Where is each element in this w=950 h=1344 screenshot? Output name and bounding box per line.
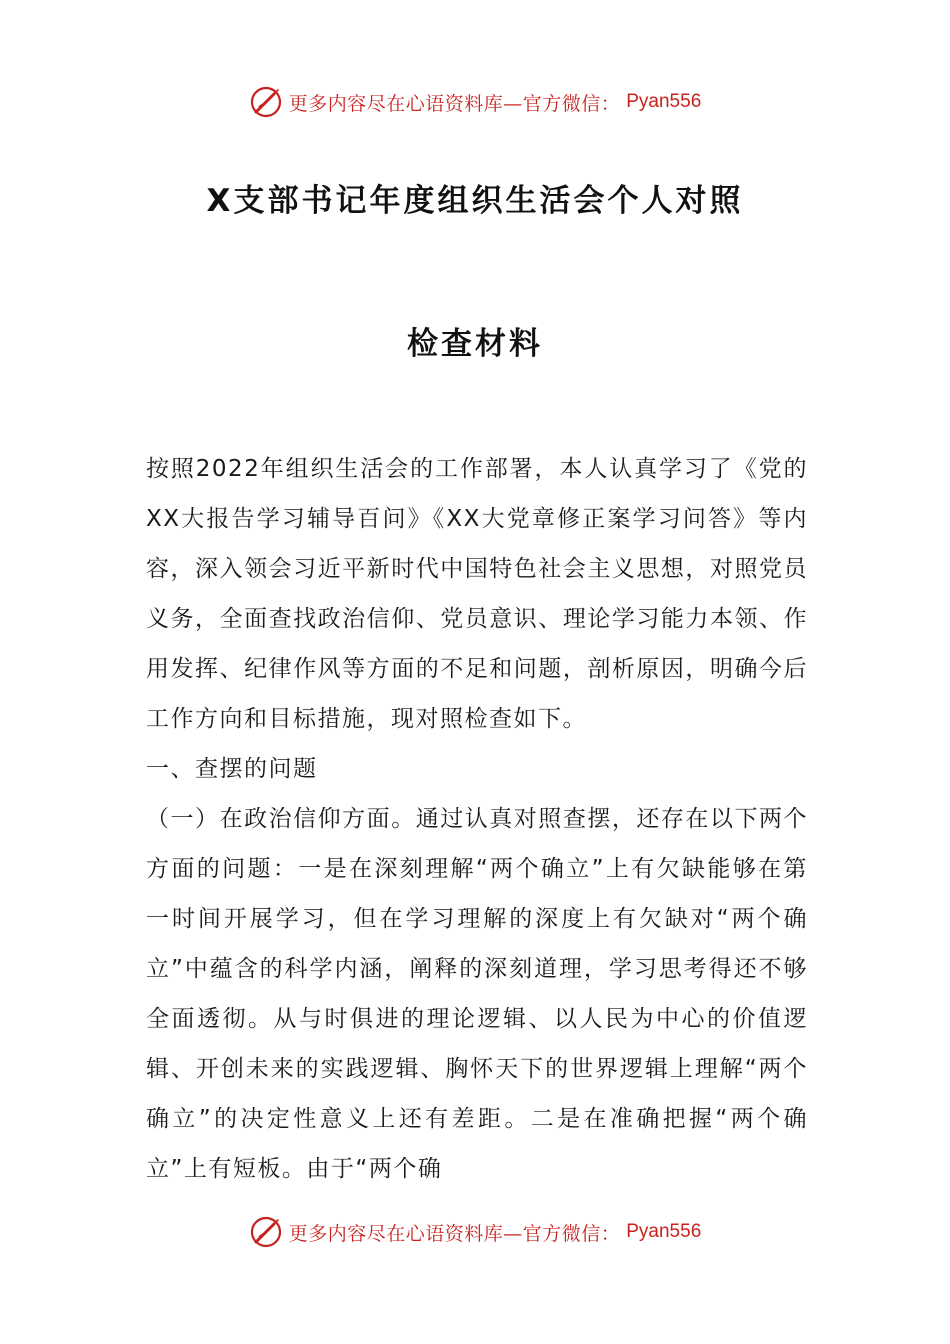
body-paragraph: （一）在政治信仰方面。通过认真对照查摆，还存在以下两个方面的问题：一是在深刻理解“两个确立”上有欠缺能够在第一时间开展学习，但在学习理解的深度上有欠缺对“两个确立”中蕴含的科学内涵，阐释的深刻道理，学习思考得还不够全面透彻。从与时俱进的理论逻辑、以人民为中心的价值逻辑、开创未来的实践逻辑、胸怀天下的世界逻辑上理解“两个确立”的决定性意义上还有差距。二是在准确把握“两个确立”上有短板。由于“两个确 [146,806,808,1182]
watermark-text: 更多内容尽在心语资料库—官方微信： [288,1222,621,1245]
document-title-line-1: X支部书记年度组织生活会个人对照 [206,183,744,219]
watermark-wechat-id: Pyan556 [626,91,702,112]
watermark-text: 更多内容尽在心语资料库—官方微信： [288,92,621,115]
pen-logo-icon [249,1215,283,1249]
watermark-wechat-id: Pyan556 [626,1221,702,1242]
watermark-banner-bottom [0,1212,950,1252]
document-body [146,444,808,1194]
intro-paragraph: 按照2022年组织生活会的工作部署，本人认真学习了《党的XX大报告学习辅导百问》《XX大党章修正案学习问答》等内容，深入领会习近平新时代中国特色社会主义思想，对照党员义务，全面查找政治信仰、党员意识、理论学习能力本领、作用发挥、纪律作风等方面的不足和问题，剖析原因，明确今后工作方向和目标措施，现对照检查如下。 [146,456,808,732]
watermark-banner-top [0,82,950,122]
pen-logo-icon [249,85,283,119]
section-heading: 一、查摆的问题 [146,756,318,782]
document-title-line-2: 检查材料 [407,326,543,362]
